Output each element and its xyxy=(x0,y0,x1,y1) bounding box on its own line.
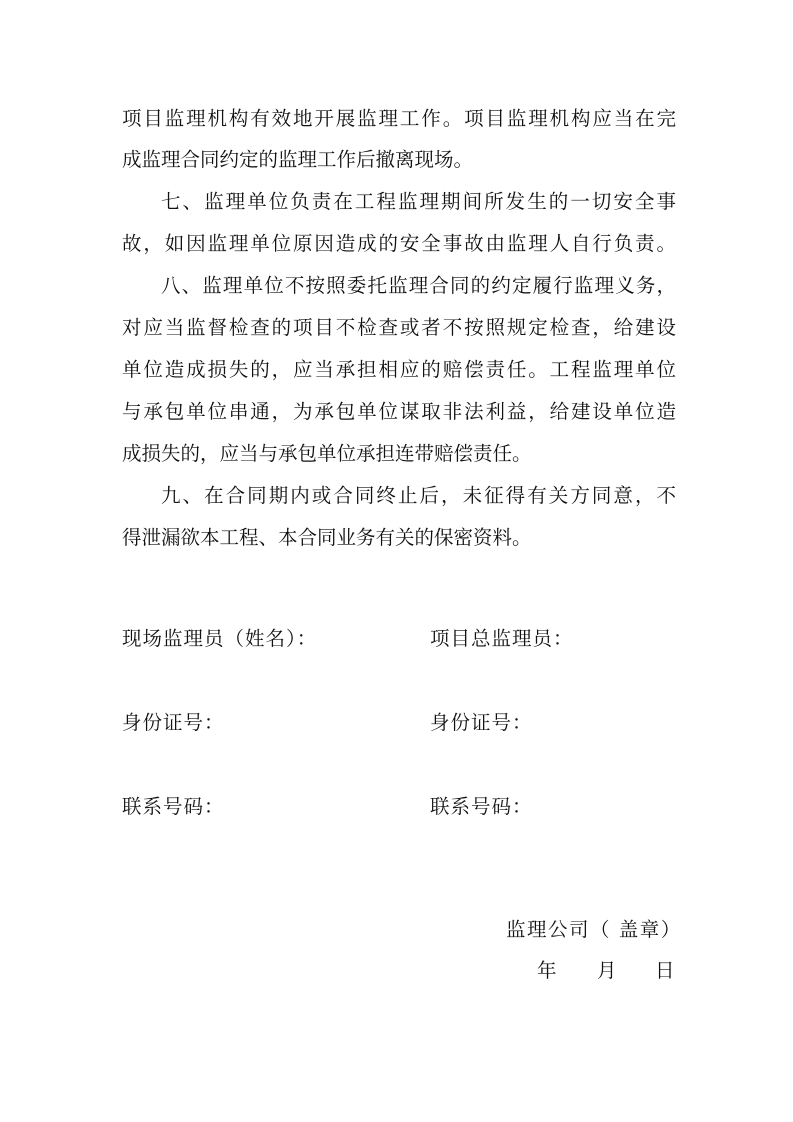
paragraph-line: 得泄漏欲本工程、本合同业务有关的保密资料。 xyxy=(122,526,532,549)
paragraph-line: 对应当监督检查的项目不检查或者不按照规定检查，给建设 xyxy=(122,316,676,339)
chief-phone-label: 联系号码： xyxy=(430,795,533,818)
paragraph-line: 单位造成损失的，应当承担相应的赔偿责任。工程监理单位 xyxy=(122,358,676,381)
paragraph-line: 成损失的，应当与承包单位承担连带赔偿责任。 xyxy=(122,442,532,465)
paragraph-line: 九、在合同期内或合同终止后，未征得有关方同意，不 xyxy=(161,484,676,507)
paragraph-line: 七、监理单位负责在工程监理期间所发生的一切安全事 xyxy=(161,190,676,213)
date-month: 月 xyxy=(597,959,617,982)
chief-id-label: 身份证号： xyxy=(430,711,533,734)
date-year: 年 xyxy=(537,959,557,982)
company-seal-label: 监理公司（ 盖章） xyxy=(506,918,682,941)
paragraph-line: 八、监理单位不按照委托监理合同的约定履行监理义务， xyxy=(161,274,676,297)
supervisor-id-label: 身份证号： xyxy=(122,711,225,734)
date-day: 日 xyxy=(655,959,675,982)
supervisor-phone-label: 联系号码： xyxy=(122,795,225,818)
paragraph-line: 项目监理机构有效地开展监理工作。项目监理机构应当在完 xyxy=(122,107,676,130)
paragraph-line: 故，如因监理单位原因造成的安全事故由监理人自行负责。 xyxy=(122,232,676,255)
paragraph-line: 与承包单位串通，为承包单位谋取非法利益，给建设单位造 xyxy=(122,400,676,423)
chief-supervisor-label: 项目总监理员： xyxy=(430,627,574,650)
paragraph-line: 成监理合同约定的监理工作后撤离现场。 xyxy=(122,148,474,171)
supervisor-name-label: 现场监理员（姓名）： xyxy=(122,627,318,650)
